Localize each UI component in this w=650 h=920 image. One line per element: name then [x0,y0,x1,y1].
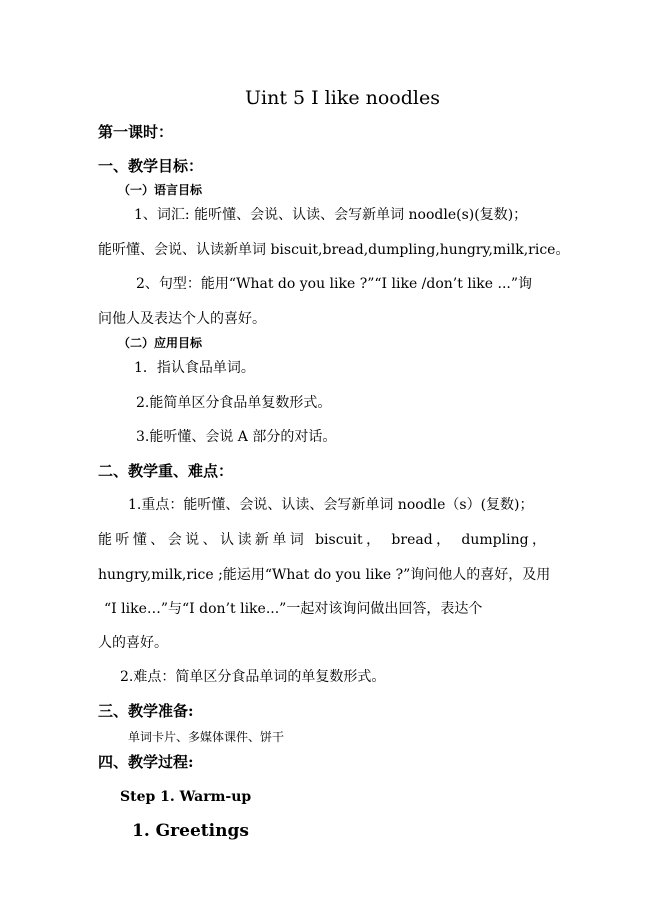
section-process-heading: 四、教学过程: [98,753,194,771]
difficulty-line: 2.难点：简单区分食品单词的单复数形式。 [120,669,386,685]
keypoint-line1: 1.重点：能听懂、会说、认读、会写新单词 noodle（s）(复数)； [128,497,534,513]
keypoint-line5: 人的喜好。 [98,635,168,651]
step1-heading: Step 1. Warm-up [120,789,252,805]
application-goals-subheading: （二）应用目标 [118,336,203,350]
section-keypoints-heading: 二、教学重、难点： [98,462,234,480]
greetings-heading: 1. Greetings [132,821,249,841]
keypoint-line4: “I like…”与“I don’t like...”一起对该询问做出回答，表达个 [104,601,483,617]
section-preparation-heading: 三、教学准备: [98,702,194,720]
vocab-goal-line1: 1、词汇: 能听懂、会说、认读、会写新单词 noodle(s)(复数)； [134,207,528,223]
keypoint-line3: hungry,milk,rice ;能运用“What do you like ?”询问他人的喜好，及用 [98,567,551,583]
section-objectives-heading: 一、教学目标： [98,157,204,175]
lesson-label: 第一课时： [98,123,174,141]
materials-list: 单词卡片、多媒体课件、饼干 [128,730,285,744]
page-title: Uint 5 I like noodles [245,87,440,109]
sentence-goal-line1: 2、句型：能用“What do you like ?”“I like /don’t like ...”询 [136,276,533,292]
sentence-goal-line2: 问他人及表达个人的喜好。 [98,311,266,327]
keypoint-line2: 能听懂、会说、认读新单词 biscuit， bread， dumpling， [98,532,546,548]
application-goal-1: 1．指认食品单词。 [134,360,255,376]
application-goal-2: 2.能简单区分食品单复数形式。 [136,395,332,411]
vocab-goal-line2: 能听懂、会说、认读新单词 biscuit,bread,dumpling,hungry,milk,rice。 [98,242,570,258]
language-goals-subheading: （一）语言目标 [118,183,203,197]
application-goal-3: 3.能听懂、会说 A 部分的对话。 [136,429,337,445]
